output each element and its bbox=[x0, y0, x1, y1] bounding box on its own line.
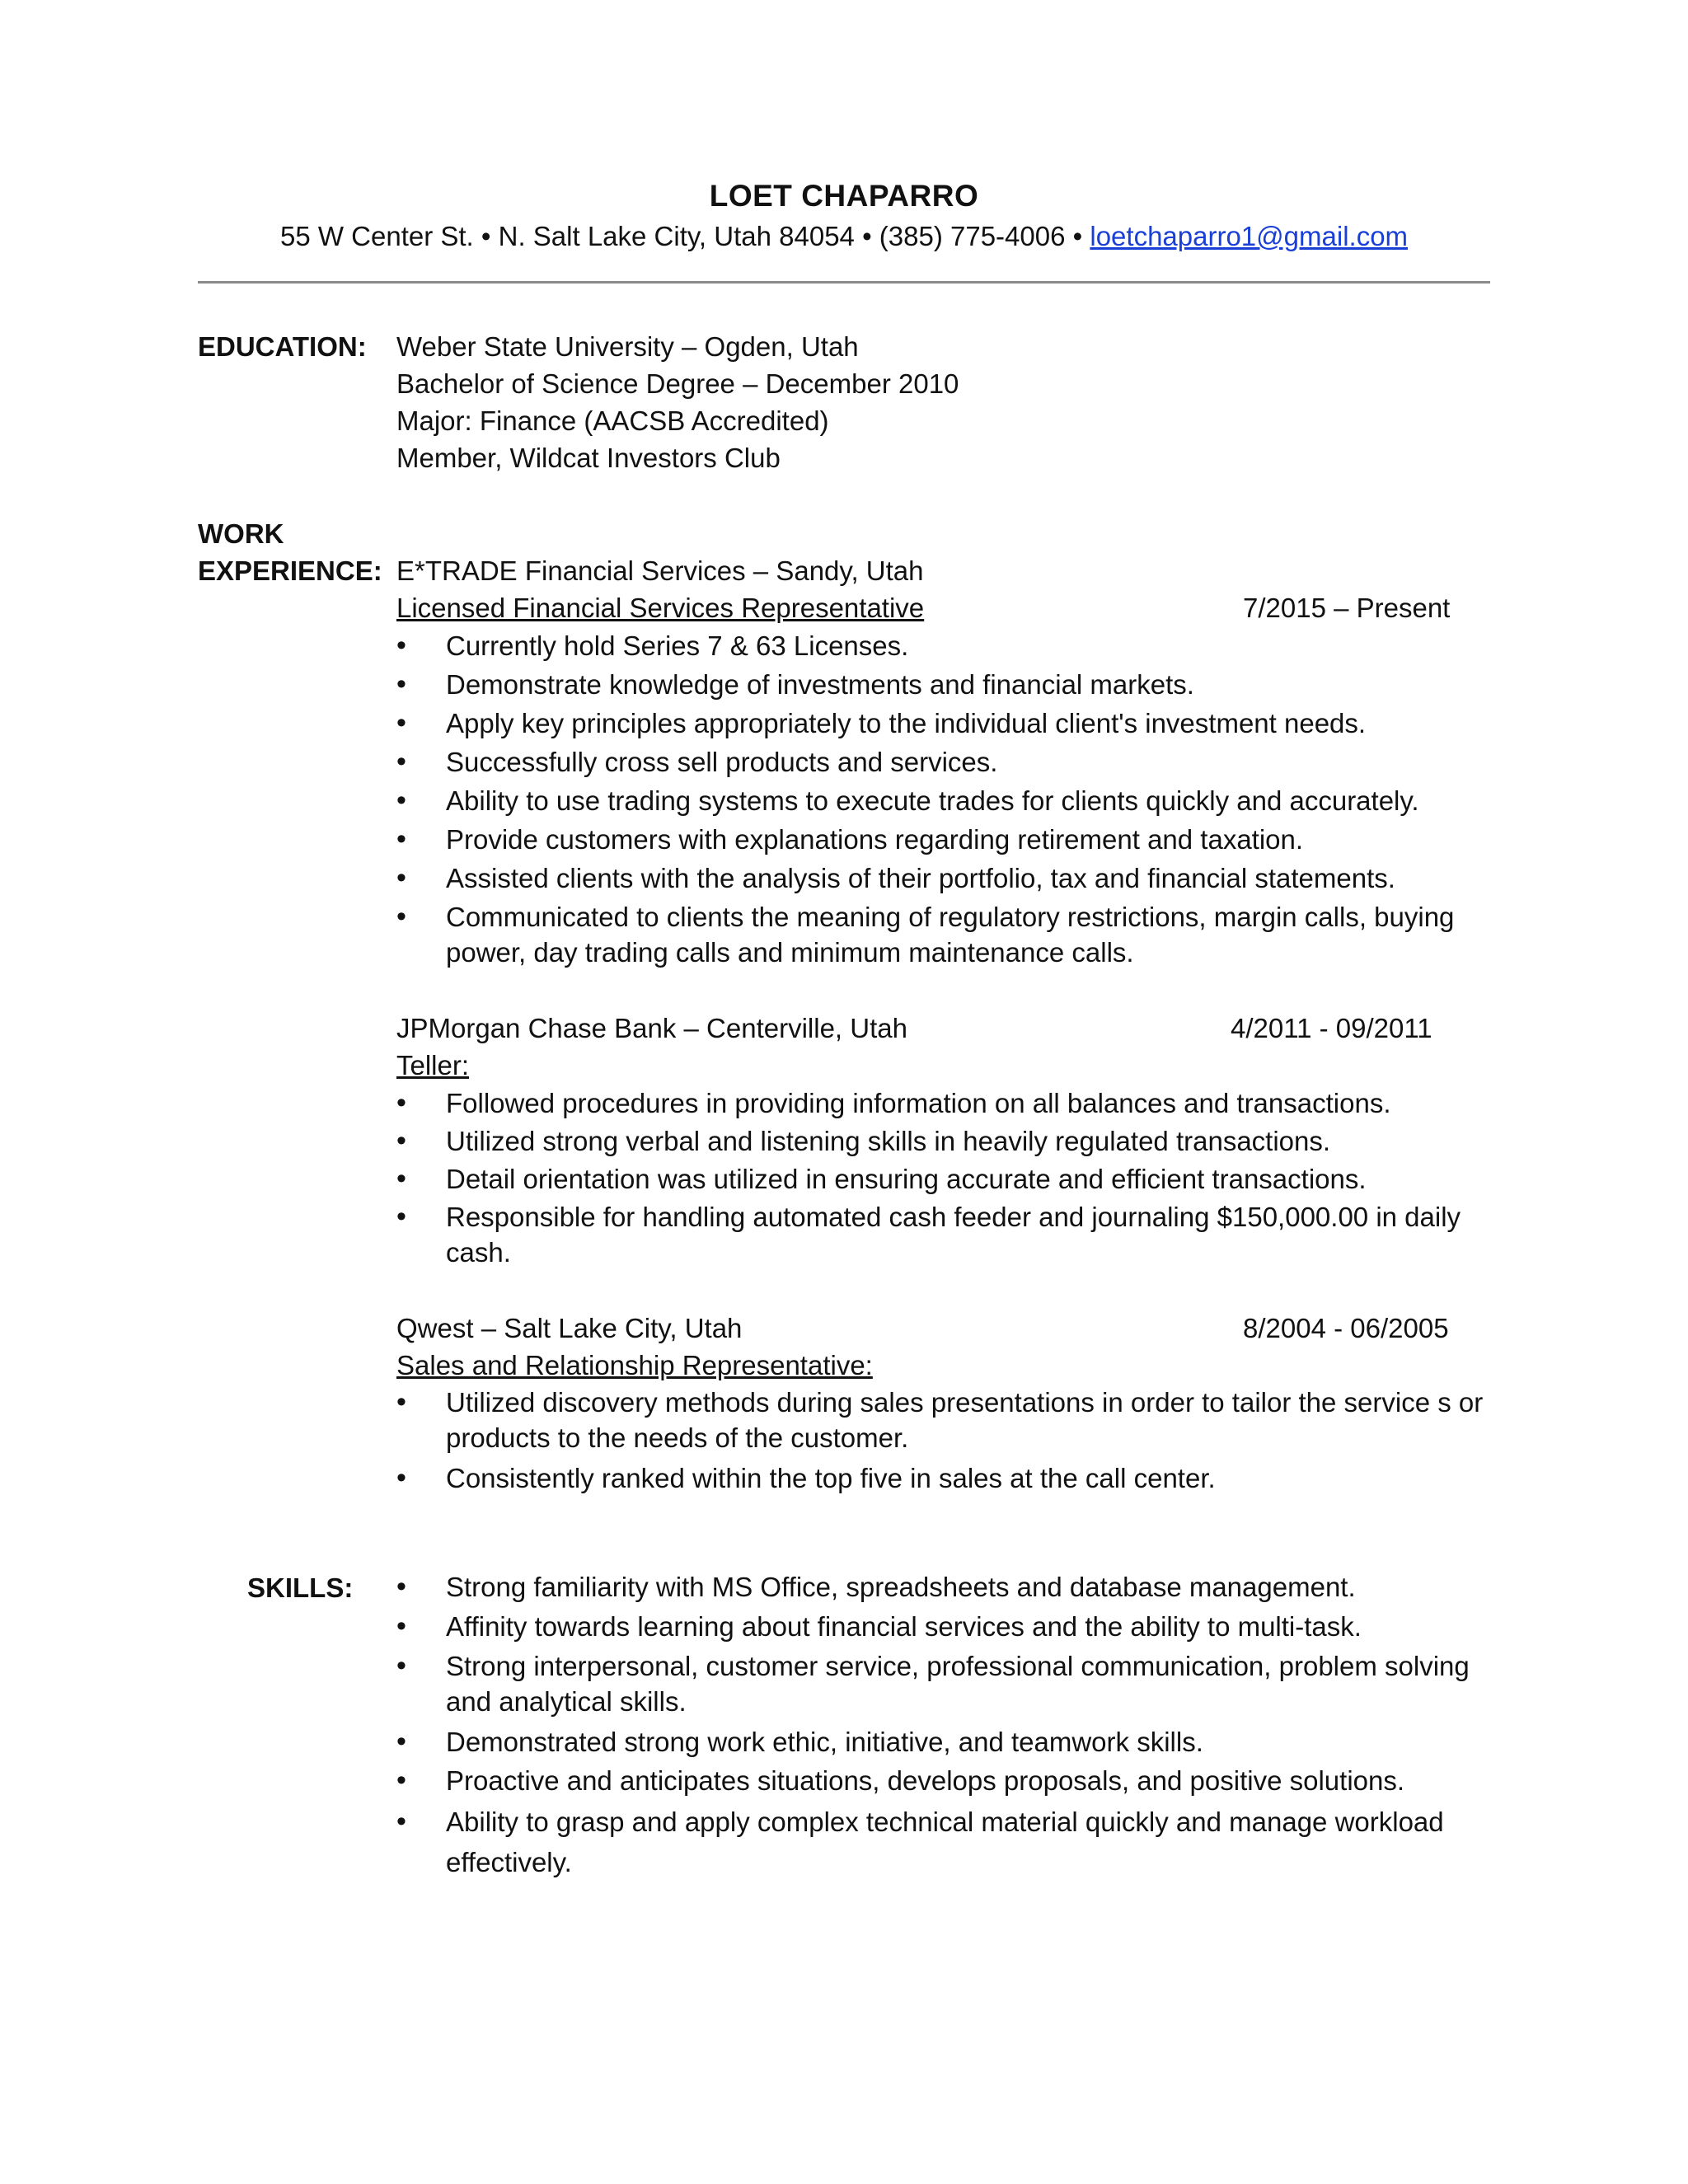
list-item: • Demonstrated strong work ethic, initiative, and teamwork skills. bbox=[396, 1724, 1497, 1760]
education-degree: Bachelor of Science Degree – December 2010 bbox=[396, 368, 959, 399]
work-label-line2: EXPERIENCE: bbox=[198, 555, 382, 586]
list-item: • Consistently ranked within the top five in sales at the call center. bbox=[396, 1460, 1497, 1496]
bullet-icon: • bbox=[396, 1571, 406, 1602]
list-item: • Strong familiarity with MS Office, spreadsheets and database management. bbox=[396, 1569, 1497, 1605]
list-item: • Apply key principles appropriately to the individual client's investment needs. bbox=[396, 705, 1497, 741]
job-employer: Qwest – Salt Lake City, Utah bbox=[396, 1313, 743, 1343]
job-employer: E*TRADE Financial Services – Sandy, Utah bbox=[396, 555, 924, 586]
bullet-icon: • bbox=[396, 1462, 406, 1493]
header-divider bbox=[198, 281, 1490, 284]
bullet-icon: • bbox=[396, 746, 406, 777]
education-school: Weber State University – Ogden, Utah bbox=[396, 331, 859, 362]
list-item: • Proactive and anticipates situations, develops proposals, and positive solutions. bbox=[396, 1763, 1497, 1798]
list-item: • Successfully cross sell products and services. bbox=[396, 744, 1497, 780]
list-item: • Utilized discovery methods during sales presentations in order to tailor the service s or products to the needs of the customer. bbox=[396, 1386, 1484, 1453]
bullet-icon: • bbox=[396, 1163, 406, 1194]
list-item: • Strong interpersonal, customer service, professional communication, problem solving and analytical skills. bbox=[396, 1650, 1470, 1717]
list-item: • Provide customers with explanations regarding retirement and taxation. bbox=[396, 822, 1497, 857]
bullet-icon: • bbox=[396, 1087, 406, 1118]
contact-line bbox=[0, 221, 1688, 252]
resume-name: LOET CHAPARRO bbox=[709, 179, 979, 213]
bullet-icon: • bbox=[396, 630, 406, 661]
skills-label: SKILLS: bbox=[247, 1572, 354, 1603]
job-dates: 7/2015 – Present bbox=[1243, 593, 1451, 623]
list-item: • Ability to grasp and apply complex technical material quickly and manage workload effectively. bbox=[396, 1802, 1497, 1882]
bullet-icon: • bbox=[396, 1201, 406, 1232]
list-item: • Utilized strong verbal and listening skills in heavily regulated transactions. bbox=[396, 1123, 1497, 1159]
job-dates: 4/2011 - 09/2011 bbox=[1231, 1013, 1432, 1043]
list-item: • Responsible for handling automated cash feeder and journaling $150,000.00 in daily cash. bbox=[396, 1201, 1461, 1268]
list-item: • Assisted clients with the analysis of their portfolio, tax and financial statements. bbox=[396, 860, 1497, 896]
bullet-icon: • bbox=[396, 1806, 406, 1837]
list-item: • Ability to use trading systems to execute trades for clients quickly and accurately. bbox=[396, 783, 1497, 818]
job-title: Licensed Financial Services Representative bbox=[396, 593, 925, 623]
education-label: EDUCATION: bbox=[198, 331, 367, 362]
bullet-icon: • bbox=[396, 862, 406, 893]
education-club: Member, Wildcat Investors Club bbox=[396, 443, 781, 473]
bullet-icon: • bbox=[396, 785, 406, 816]
bullet-icon: • bbox=[396, 1650, 406, 1681]
bullet-icon: • bbox=[396, 901, 406, 932]
bullet-icon: • bbox=[396, 1726, 406, 1757]
bullet-icon: • bbox=[396, 823, 406, 855]
list-item: • Affinity towards learning about financial services and the ability to multi-task. bbox=[396, 1609, 1497, 1644]
contact-address: 55 W Center St. • N. Salt Lake City, Utah 84054 • (385) 775-4006 • bbox=[279, 221, 1090, 251]
list-item: • Demonstrate knowledge of investments and financial markets. bbox=[396, 667, 1497, 702]
bullet-icon: • bbox=[396, 707, 406, 738]
list-item: • Currently hold Series 7 & 63 Licenses. bbox=[396, 628, 1497, 663]
list-item: • Detail orientation was utilized in ensuring accurate and efficient transactions. bbox=[396, 1161, 1497, 1197]
bullet-icon: • bbox=[396, 1386, 406, 1418]
bullet-icon: • bbox=[396, 668, 406, 700]
work-label-line1: WORK bbox=[198, 518, 284, 549]
bullet-icon: • bbox=[396, 1765, 406, 1796]
job-title: Sales and Relationship Representative: bbox=[396, 1350, 873, 1380]
list-item: • Followed procedures in providing information on all balances and transactions. bbox=[396, 1085, 1497, 1121]
bullet-icon: • bbox=[396, 1125, 406, 1156]
job-dates: 8/2004 - 06/2005 bbox=[1243, 1313, 1449, 1343]
job-title: Teller: bbox=[396, 1050, 470, 1080]
education-major: Major: Finance (AACSB Accredited) bbox=[396, 405, 829, 436]
bullet-icon: • bbox=[396, 1610, 406, 1642]
list-item: • Communicated to clients the meaning of regulatory restrictions, margin calls, buying power, day trading calls and minimum maintenance calls. bbox=[396, 901, 1455, 968]
job-employer: JPMorgan Chase Bank – Centerville, Utah bbox=[396, 1013, 907, 1043]
email-link[interactable]: loetchaparro1@gmail.com bbox=[1090, 221, 1409, 251]
